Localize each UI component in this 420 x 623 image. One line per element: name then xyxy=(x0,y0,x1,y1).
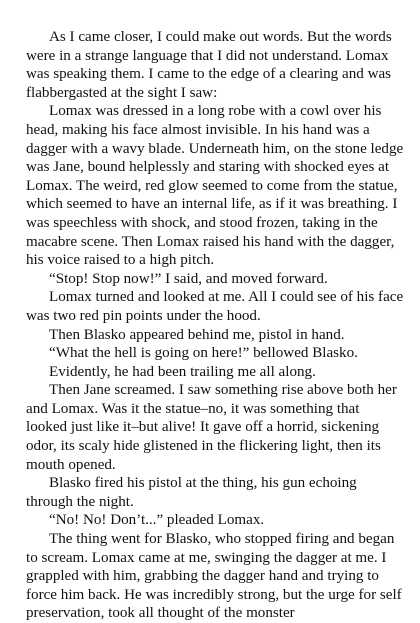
paragraph: Then Blasko appeared behind me, pistol in hand. xyxy=(49,326,345,343)
paragraph: Blasko fired his pistol at the thing, his gun echoing through the night. xyxy=(26,475,357,510)
paragraph: Lomax was dressed in a long robe with a cowl over his head, making his face almost invisible. In his hand was a dagger with a wavy blade. Underneath him, on the stone ledge was Jane, bound helplessly and staring with shocked eyes at Lomax. The weird, red glow seemed to come from the statue, which seemed to have an internal life, as if it was breathing. I was speechless with shock, and stood frozen, taking in the macabre scene. Then Lomax raised his hand with the dagger, his voice raised to a high pitch. xyxy=(26,103,404,269)
paragraph: “What the hell is going on here!” bellowed Blasko. xyxy=(49,345,358,362)
paragraph: The thing went for Blasko, who stopped firing and began to scream. Lomax came at me, swinging the dagger at me. I grappled with him, grabbing the dagger hand and trying to force him back. He was incredibly strong, but the urge for self preservation, took all thought of the monster xyxy=(26,531,402,622)
paragraph: Evidently, he had been trailing me all along. xyxy=(49,363,316,380)
paragraph: “Stop! Stop now!” I said, and moved forward. xyxy=(49,270,328,287)
paragraph: Lomax turned and looked at me. All I could see of his face was two red pin points under the hood. xyxy=(26,289,404,324)
paragraph: As I came closer, I could make out words. But the words were in a strange language that I did not understand. Lomax was speaking them. I came to the edge of a clearing and was flabbergasted at the sight I saw: xyxy=(26,29,392,101)
document-page xyxy=(26,28,404,623)
paragraph: “No! No! Don’t...” pleaded Lomax. xyxy=(49,512,265,529)
paragraph: Then Jane screamed. I saw something rise above both her and Lomax. Was it the statue–no, it was something that looked just like it–but alive! It gave off a horrid, sickening odor, its scaly hide glistened in the flickering light, then its mouth opened. xyxy=(26,382,397,473)
